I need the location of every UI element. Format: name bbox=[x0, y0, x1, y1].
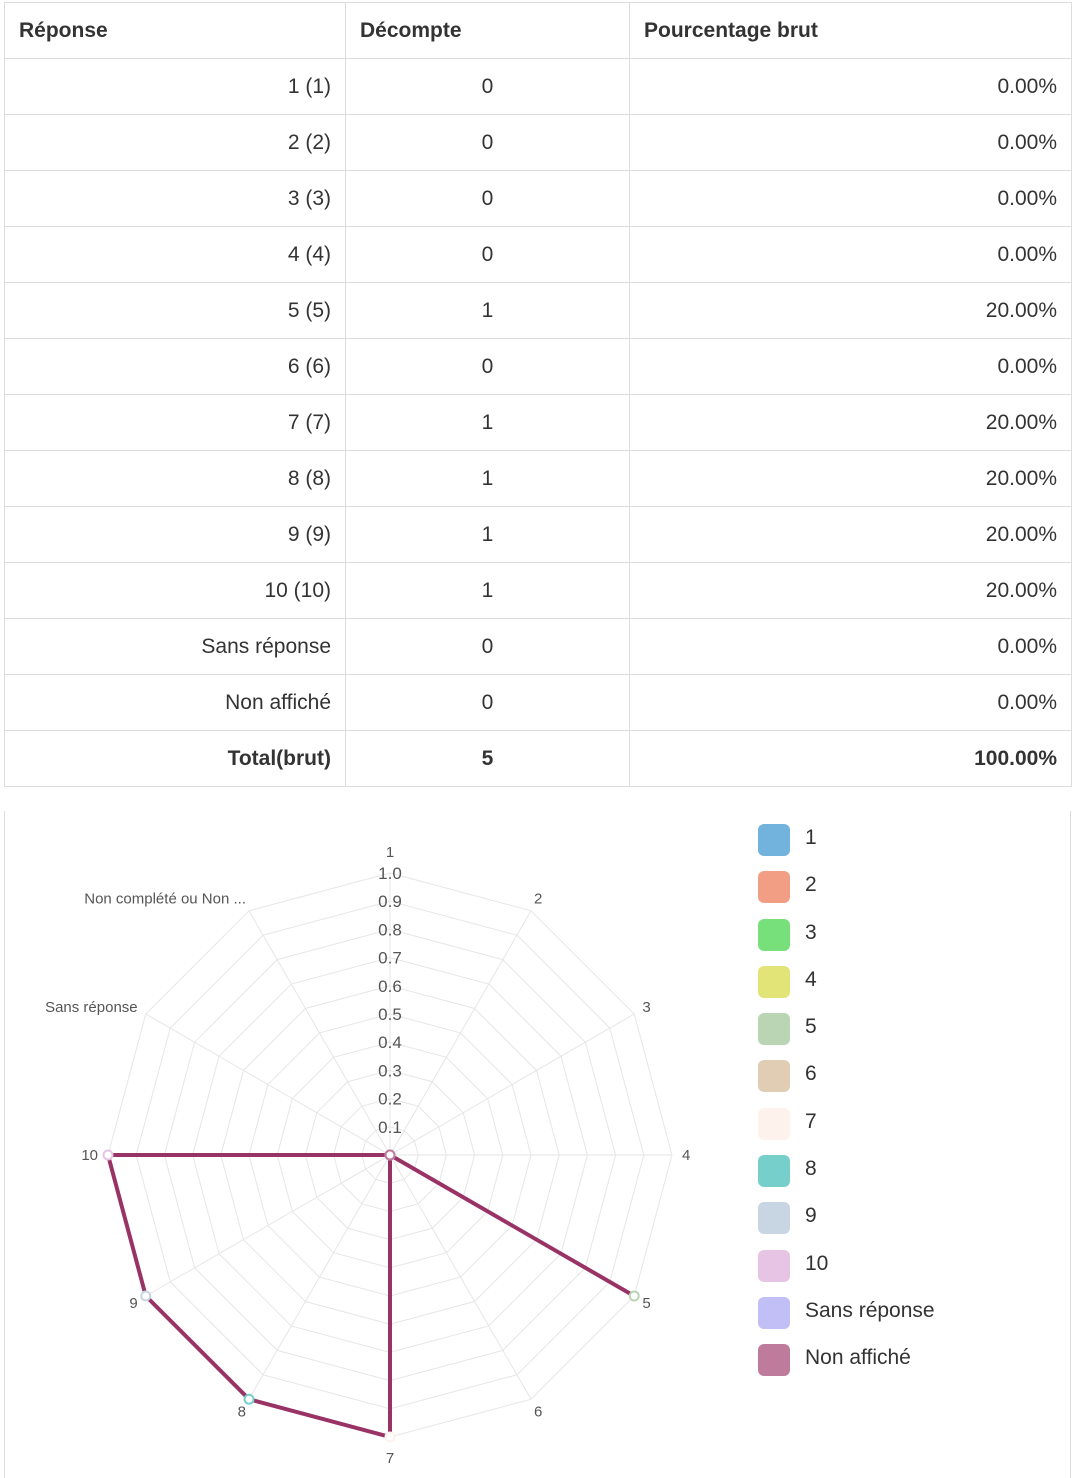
table-row bbox=[5, 507, 1072, 563]
percent-cell: 20.00% bbox=[630, 395, 1072, 451]
answer-cell: 9 (9) bbox=[5, 507, 346, 563]
count-cell: 0 bbox=[346, 115, 630, 171]
data-point bbox=[141, 1292, 150, 1301]
data-point bbox=[386, 1433, 395, 1442]
category-label: 6 bbox=[534, 1403, 543, 1421]
grid-spoke bbox=[249, 1155, 390, 1399]
category-label: 2 bbox=[534, 890, 543, 908]
count-cell: 5 bbox=[346, 731, 630, 787]
table-header-row bbox=[5, 3, 1072, 59]
legend-label: 5 bbox=[805, 1015, 817, 1039]
percent-cell: 20.00% bbox=[630, 563, 1072, 619]
tick-label: 0.1 bbox=[378, 1117, 402, 1137]
category-label: Sans réponse bbox=[45, 999, 138, 1016]
percent-cell: 20.00% bbox=[630, 507, 1072, 563]
percent-cell: 20.00% bbox=[630, 283, 1072, 339]
answer-cell: Non affiché bbox=[5, 675, 346, 731]
category-label: 4 bbox=[682, 1147, 691, 1164]
grid-spoke bbox=[390, 911, 531, 1155]
answer-cell: 1 (1) bbox=[5, 59, 346, 115]
legend-swatch bbox=[758, 1155, 790, 1187]
tick-label: 0.5 bbox=[378, 1005, 402, 1024]
table-row bbox=[5, 115, 1072, 171]
grid-spoke bbox=[146, 1155, 390, 1296]
legend-label: 8 bbox=[805, 1157, 817, 1181]
header-reponse[interactable]: Réponse bbox=[5, 3, 346, 59]
legend-swatch bbox=[758, 824, 790, 856]
count-cell: 0 bbox=[346, 619, 630, 675]
percent-cell: 0.00% bbox=[630, 115, 1072, 171]
category-label: Non complété ou Non ... bbox=[84, 890, 246, 908]
answer-cell: Sans réponse bbox=[5, 619, 346, 675]
legend-label: 3 bbox=[805, 920, 817, 944]
legend-swatch bbox=[758, 871, 790, 903]
legend-swatch bbox=[758, 1250, 790, 1282]
category-label: 8 bbox=[237, 1403, 246, 1421]
data-point bbox=[386, 1151, 395, 1160]
header-pourcentage[interactable]: Pourcentage brut bbox=[630, 3, 1072, 59]
answer-cell: 8 (8) bbox=[5, 451, 346, 507]
legend-label: Non affiché bbox=[805, 1346, 911, 1370]
legend-swatch bbox=[758, 919, 790, 951]
legend-swatch bbox=[758, 1202, 790, 1234]
table-row bbox=[5, 563, 1072, 619]
count-cell: 1 bbox=[346, 563, 630, 619]
data-point bbox=[245, 1395, 254, 1404]
answer-cell: 5 (5) bbox=[5, 283, 346, 339]
percent-cell: 0.00% bbox=[630, 339, 1072, 395]
percent-cell: 0.00% bbox=[630, 227, 1072, 283]
results-table bbox=[4, 2, 1072, 787]
answer-cell: Total(brut) bbox=[5, 731, 346, 787]
legend-swatch bbox=[758, 1297, 790, 1329]
count-cell: 0 bbox=[346, 227, 630, 283]
table-body bbox=[5, 59, 1072, 787]
category-label: 3 bbox=[642, 999, 651, 1016]
tick-label: 0.8 bbox=[378, 920, 402, 940]
answer-cell: 2 (2) bbox=[5, 115, 346, 171]
category-label: 7 bbox=[385, 1450, 395, 1467]
series-line bbox=[108, 1155, 634, 1437]
legend-label: 6 bbox=[805, 1062, 817, 1086]
radar-chart bbox=[0, 811, 760, 1478]
percent-cell: 100.00% bbox=[630, 731, 1072, 787]
legend-swatch bbox=[758, 1344, 790, 1376]
legend-label: 1 bbox=[805, 826, 817, 849]
grid-spoke bbox=[390, 1014, 634, 1155]
legend-swatch bbox=[758, 1060, 790, 1092]
percent-cell: 20.00% bbox=[630, 451, 1072, 507]
count-cell: 0 bbox=[346, 59, 630, 115]
count-cell: 1 bbox=[346, 395, 630, 451]
count-cell: 0 bbox=[346, 339, 630, 395]
table-row bbox=[5, 59, 1072, 115]
header-decompte[interactable]: Décompte bbox=[346, 3, 630, 59]
count-cell: 0 bbox=[346, 171, 630, 227]
table-row bbox=[5, 227, 1072, 283]
legend-label: 4 bbox=[805, 967, 817, 991]
table-row bbox=[5, 675, 1072, 731]
legend-label: 10 bbox=[805, 1251, 829, 1275]
category-label: 5 bbox=[642, 1295, 651, 1312]
category-label: 9 bbox=[129, 1295, 138, 1312]
grid-spoke bbox=[390, 1155, 531, 1399]
table-row bbox=[5, 395, 1072, 451]
data-point bbox=[104, 1151, 113, 1160]
percent-cell: 0.00% bbox=[630, 619, 1072, 675]
legend-label: Sans réponse bbox=[805, 1298, 935, 1322]
legend-swatch bbox=[758, 1108, 790, 1140]
grid-spoke bbox=[249, 911, 390, 1155]
legend-label: 7 bbox=[805, 1109, 817, 1133]
tick-label: 0.6 bbox=[378, 976, 402, 996]
category-label: 10 bbox=[81, 1147, 98, 1164]
table-total-row bbox=[5, 731, 1072, 787]
tick-label: 0.3 bbox=[378, 1061, 402, 1081]
legend-label: 9 bbox=[805, 1204, 817, 1228]
percent-cell: 0.00% bbox=[630, 675, 1072, 731]
table-row bbox=[5, 283, 1072, 339]
tick-label: 1.0 bbox=[378, 864, 402, 883]
tick-label: 0.4 bbox=[378, 1033, 402, 1053]
answer-cell: 7 (7) bbox=[5, 395, 346, 451]
count-cell: 1 bbox=[346, 451, 630, 507]
table-row bbox=[5, 339, 1072, 395]
table-row bbox=[5, 171, 1072, 227]
legend-swatch bbox=[758, 1013, 790, 1045]
count-cell: 1 bbox=[346, 507, 630, 563]
tick-label: 0.2 bbox=[378, 1089, 402, 1109]
answer-cell: 10 (10) bbox=[5, 563, 346, 619]
answer-cell: 6 (6) bbox=[5, 339, 346, 395]
answer-cell: 3 (3) bbox=[5, 171, 346, 227]
grid-spoke bbox=[146, 1014, 390, 1155]
legend-label: 2 bbox=[805, 873, 817, 897]
count-cell: 1 bbox=[346, 283, 630, 339]
tick-label: 0.7 bbox=[378, 948, 402, 968]
table-row bbox=[5, 619, 1072, 675]
percent-cell: 0.00% bbox=[630, 59, 1072, 115]
legend-swatch bbox=[758, 966, 790, 998]
data-point bbox=[630, 1292, 639, 1301]
percent-cell: 0.00% bbox=[630, 171, 1072, 227]
table-row bbox=[5, 451, 1072, 507]
count-cell: 0 bbox=[346, 675, 630, 731]
answer-cell: 4 (4) bbox=[5, 227, 346, 283]
tick-label: 0.9 bbox=[378, 892, 402, 912]
category-label: 1 bbox=[385, 844, 395, 861]
